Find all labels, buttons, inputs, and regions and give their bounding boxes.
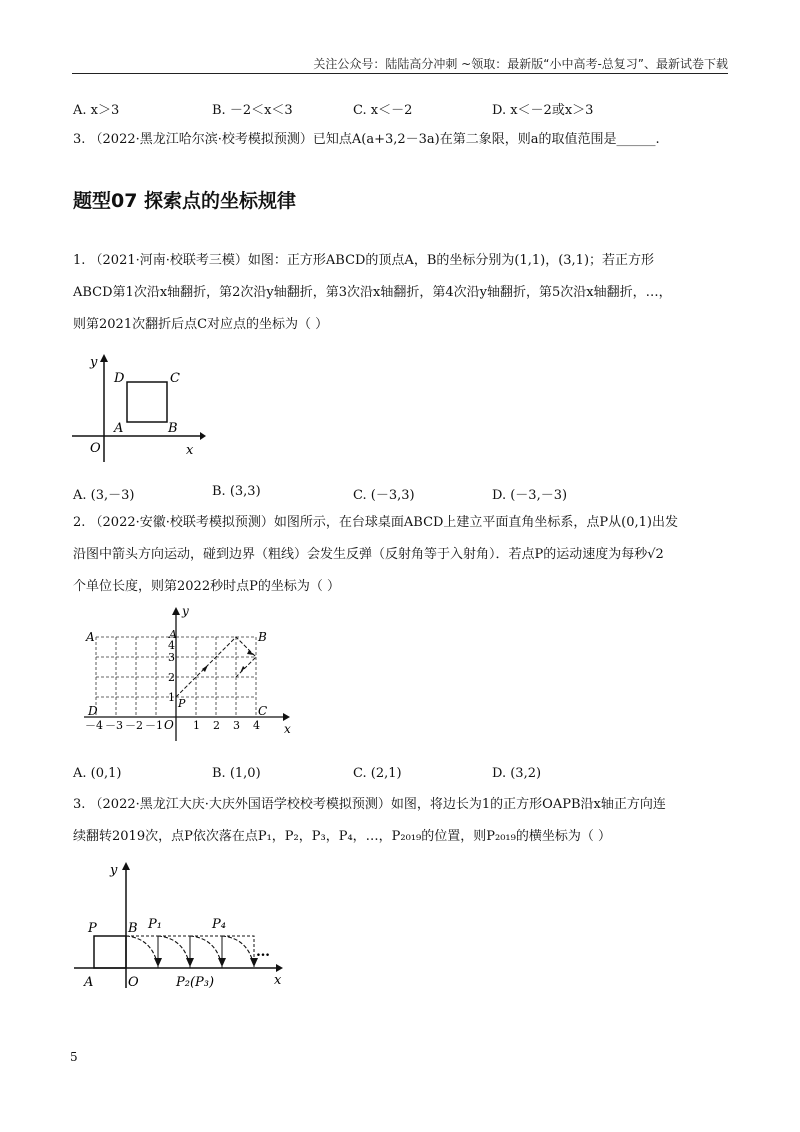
q2-label-x: x <box>284 722 291 736</box>
q2-label-y: y <box>182 604 189 618</box>
q3-label-x: x <box>274 973 282 988</box>
q1-square <box>127 382 167 422</box>
q3-figure <box>70 858 290 998</box>
q2-arrow-1 <box>202 665 208 672</box>
q2-ytick: 1 <box>168 691 175 704</box>
q2-label-a2: A <box>169 628 177 641</box>
q3-x-arrow <box>276 964 283 972</box>
q2-option-c: C. (2,1) <box>353 766 402 781</box>
q2-xtick: 1 <box>193 719 200 732</box>
q3-label-o: O <box>128 975 139 990</box>
q3-label-p2p3: P₂(P₃) <box>176 975 215 990</box>
q3-line-2: 续翻转2019次，点P依次落在点P₁，P₂，P₃，P₄，…，P₂₀₁₉的位置，则P₂₀₁₉的横坐标为（ ） <box>73 829 611 844</box>
q2-figure <box>78 603 293 743</box>
q3-arc-arrowheads <box>154 958 258 967</box>
prev-question-3: 3. （2022·黑龙江哈尔滨·校考模拟预测）已知点A(a+3,2－3a)在第二象限，则a的取值范围是______. <box>73 132 660 147</box>
q1-label-b: B <box>168 421 178 436</box>
q3-label-p1: P₁ <box>148 917 162 932</box>
q2-option-d: D. (3,2) <box>492 766 542 781</box>
q1-option-c: C. (－3,3) <box>353 488 415 503</box>
q1-label-a: A <box>114 421 124 436</box>
q2-label-o: O <box>164 718 174 732</box>
q2-line-3: 个单位长度，则第2022秒时点P的坐标为（ ） <box>73 579 340 594</box>
q1-line-3: 则第2021次翻折后点C对应点的坐标为（ ） <box>73 317 329 332</box>
q2-xtick: －3 <box>105 719 123 732</box>
q1-option-d: D. (－3,－3) <box>492 488 568 503</box>
q2-label-p: P <box>178 697 186 710</box>
prev-option-a: A. x＞3 <box>73 103 120 118</box>
q2-ytick: 3 <box>168 651 175 664</box>
q2-xtick: －2 <box>125 719 143 732</box>
q1-line-2: ABCD第1次沿x轴翻折，第2次沿y轴翻折，第3次沿x轴翻折，第4次沿y轴翻折，第5次沿x轴翻折，…， <box>73 285 672 300</box>
q3-label-p4: P₄ <box>212 917 226 932</box>
q3-label-b: B <box>128 921 138 936</box>
q1-y-arrow <box>100 354 108 362</box>
q2-option-b: B. (1,0) <box>212 766 261 781</box>
q2-label-c: C <box>258 704 268 718</box>
header-rule <box>72 73 728 74</box>
q1-label-d: D <box>114 371 125 386</box>
q2-xtick: 4 <box>253 719 260 732</box>
q3-square <box>94 936 126 968</box>
prev-option-c: C. x＜－2 <box>353 103 413 118</box>
q2-label-b: B <box>258 630 267 644</box>
q2-option-a: A. (0,1) <box>73 766 122 781</box>
page-number: 5 <box>70 1050 78 1064</box>
q2-line-1: 2. （2022·安徽·校联考模拟预测）如图所示，在台球桌面ABCD上建立平面直角坐标系，点P从(0,1)出发 <box>73 515 679 530</box>
q2-ytick: 4 <box>168 639 175 652</box>
q1-label-x: x <box>186 443 194 458</box>
q1-figure <box>70 350 210 465</box>
q2-label-d: D <box>88 704 98 718</box>
q2-x-arrow <box>283 713 290 721</box>
q1-line-1: 1. （2021·河南·校联考三模）如图：正方形ABCD的顶点A，B的坐标分别为(1,1)，(3,1)；若正方形 <box>73 253 655 268</box>
q1-x-arrow <box>200 432 206 440</box>
q2-ytick: 2 <box>168 671 175 684</box>
q1-label-y: y <box>90 355 98 370</box>
prev-option-b: B. －2＜x＜3 <box>212 103 293 118</box>
q3-label-a: A <box>84 975 94 990</box>
prev-option-d: D. x＜－2或x＞3 <box>492 103 594 118</box>
q1-option-a: A. (3,－3) <box>73 488 135 503</box>
q2-arrow-2 <box>247 650 254 655</box>
q3-line-1: 3. （2022·黑龙江大庆·大庆外国语学校校考模拟预测）如图，将边长为1的正方形OAPB沿x轴正方向连 <box>73 797 666 812</box>
q2-xtick: －4 <box>85 719 103 732</box>
q1-label-c: C <box>170 371 180 386</box>
q3-label-p: P <box>88 921 97 936</box>
q2-label-a: A <box>86 630 95 644</box>
q3-y-arrow <box>122 862 130 870</box>
q3-label-y: y <box>110 863 118 878</box>
q2-arrow-3 <box>240 666 245 673</box>
q2-xtick: －1 <box>145 719 163 732</box>
q1-label-o: O <box>90 441 101 456</box>
q2-xtick: 2 <box>213 719 220 732</box>
q2-xtick: 3 <box>233 719 240 732</box>
page-header: 关注公众号：陆陆高分冲刺 ~领取：最新版“小中高考-总复习”、最新试卷下载 <box>313 57 728 71</box>
section-title: 题型07 探索点的坐标规律 <box>73 190 297 212</box>
q2-y-arrow <box>172 607 180 615</box>
q3-label-dots: … <box>256 944 270 960</box>
q1-option-b: B. (3,3) <box>212 484 261 499</box>
q2-line-2: 沿图中箭头方向运动，碰到边界（粗线）会发生反弹（反射角等于入射角）．若点P的运动速度为每秒√2 <box>73 547 664 562</box>
